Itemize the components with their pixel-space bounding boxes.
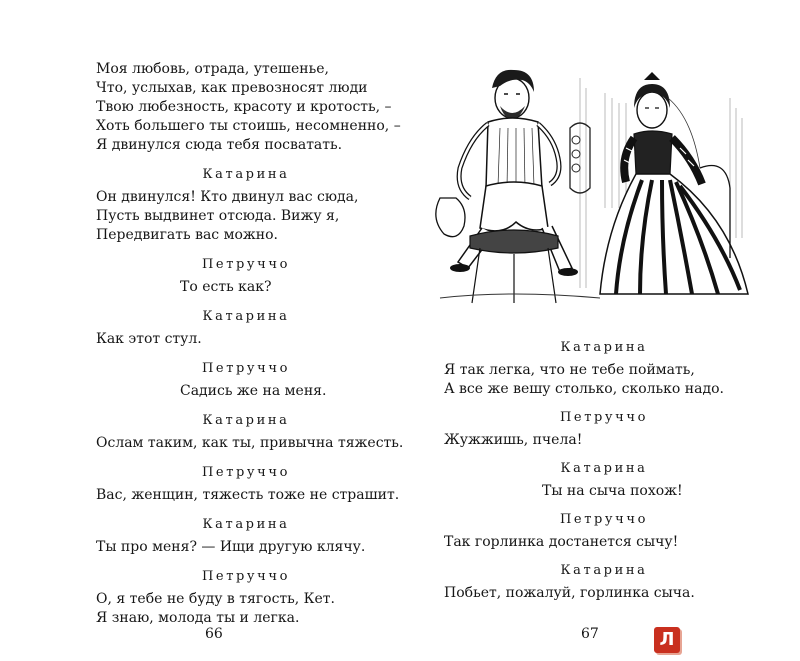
- engraving-illustration: [430, 58, 755, 310]
- verse-line: Передвигать вас можно.: [96, 227, 278, 243]
- verse-line: Так горлинка достанется сычу!: [444, 534, 679, 550]
- speaker-name: Катарина: [202, 167, 290, 182]
- verse-line: Хоть большего ты стоишь, несомненно, –: [96, 118, 401, 134]
- speaker-name: Катарина: [202, 517, 290, 532]
- right-page: [400, 0, 800, 661]
- verse-line: Пусть выдвинет отсюда. Вижу я,: [96, 208, 340, 224]
- speaker-name: Петруччо: [201, 257, 290, 272]
- right-page-text: [444, 338, 764, 603]
- verse-line: Твою любезность, красоту и кротость, –: [96, 99, 392, 115]
- page-number-left: 66: [205, 626, 223, 642]
- verse-line: Я знаю, молода ты и легка.: [96, 610, 300, 626]
- verse-line: Вас, женщин, тяжесть тоже не страшит.: [96, 487, 400, 503]
- verse-line: Ослам таким, как ты, привычна тяжесть.: [96, 435, 404, 451]
- verse-line: Моя любовь, отрада, утешенье,: [96, 61, 329, 77]
- verse-line: Побьет, пожалуй, горлинка сыча.: [444, 585, 695, 601]
- speaker-name: Катарина: [202, 309, 290, 324]
- speaker-name: Катарина: [560, 461, 648, 476]
- speaker-name: Петруччо: [559, 512, 648, 527]
- left-page-text: [96, 60, 404, 628]
- speaker-name: Петруччо: [201, 361, 290, 376]
- speaker-name: Катарина: [560, 563, 648, 578]
- verse-line: Он двинулся! Кто двинул вас сюда,: [96, 189, 359, 205]
- page-number-right: 67: [581, 626, 599, 642]
- speaker-name: Катарина: [202, 413, 290, 428]
- speaker-name: Петруччо: [559, 410, 648, 425]
- verse-line: Ты на сыча похож!: [542, 483, 683, 499]
- speaker-name: Петруччо: [201, 465, 290, 480]
- speaker-name: Катарина: [560, 340, 648, 355]
- verse-line: То есть как?: [180, 279, 272, 295]
- verse-line: Я двинулся сюда тебя посватать.: [96, 137, 343, 153]
- verse-line: Ты про меня? — Ищи другую клячу.: [96, 539, 366, 555]
- speaker-name: Петруччо: [201, 569, 290, 584]
- verse-line: О, я тебе не буду в тягость, Кет.: [96, 591, 335, 607]
- publisher-logo: Л: [654, 627, 680, 653]
- verse-line: А все же вешу столько, сколько надо.: [444, 381, 724, 397]
- verse-line: Я так легка, что не тебе поймать,: [444, 362, 695, 378]
- verse-line: Что, услыхав, как превозносят люди: [96, 80, 368, 96]
- verse-line: Садись же на меня.: [180, 383, 327, 399]
- verse-line: Жужжишь, пчела!: [444, 432, 583, 448]
- verse-line: Как этот стул.: [96, 331, 202, 347]
